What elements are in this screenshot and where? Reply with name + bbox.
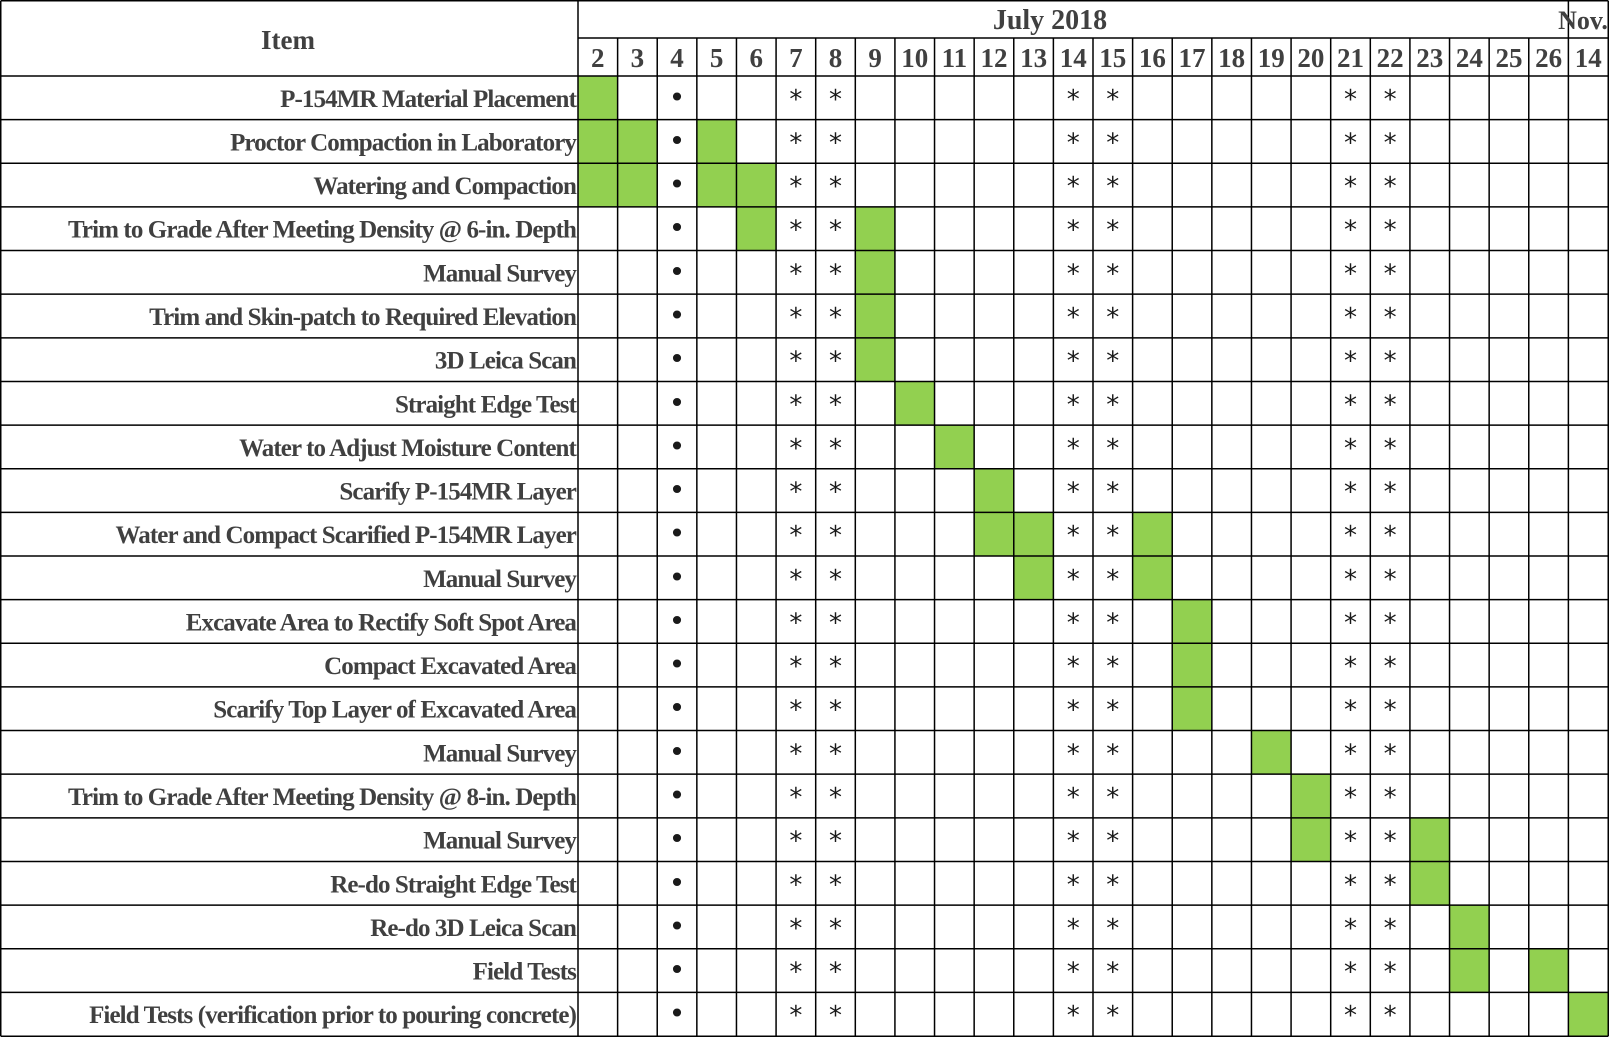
day-label: 26 xyxy=(1535,43,1563,73)
task-bar xyxy=(1014,556,1054,600)
task-bar xyxy=(974,512,1014,556)
weekend-star: * xyxy=(1344,957,1357,988)
weekend-star: * xyxy=(789,128,803,159)
task-bar xyxy=(1410,818,1450,862)
task-bar xyxy=(855,338,895,382)
weekend-star: * xyxy=(1106,957,1120,988)
task-label: Trim to Grade After Meeting Density @ 8-in. Depth xyxy=(68,784,576,811)
weekend-star: * xyxy=(789,215,803,246)
task-label: Scarify Top Layer of Excavated Area xyxy=(213,696,576,724)
weekend-star: * xyxy=(829,739,842,770)
holiday-dot: • xyxy=(668,211,686,245)
weekend-star: * xyxy=(1106,695,1120,726)
holiday-dot: • xyxy=(668,604,686,638)
task-bar xyxy=(1251,731,1291,775)
day-label: 10 xyxy=(901,43,929,73)
weekend-star: * xyxy=(1066,1001,1080,1032)
weekend-star: * xyxy=(1106,783,1120,813)
weekend-star: * xyxy=(789,913,803,944)
weekend-star: * xyxy=(1106,826,1120,857)
weekend-star: * xyxy=(1383,783,1397,813)
weekend-star: * xyxy=(1066,652,1080,683)
task-bar xyxy=(1291,818,1331,862)
weekend-star: * xyxy=(1066,390,1080,421)
task-label: Proctor Compaction in Laboratory xyxy=(230,129,576,157)
task-bar xyxy=(855,251,895,295)
weekend-star: * xyxy=(1066,957,1080,988)
task-label: Manual Survey xyxy=(423,827,576,855)
weekend-star: * xyxy=(1344,259,1357,290)
day-label: 15 xyxy=(1099,43,1127,73)
weekend-star: * xyxy=(1383,521,1397,552)
holiday-dot: • xyxy=(668,735,686,769)
weekend-star: * xyxy=(1066,477,1080,508)
task-bar xyxy=(974,469,1014,513)
weekend-star: * xyxy=(1066,346,1080,377)
weekend-star: * xyxy=(789,477,803,508)
weekend-star: * xyxy=(1066,826,1080,857)
weekend-star: * xyxy=(829,84,842,115)
weekend-star: * xyxy=(1106,433,1120,464)
weekend-star: * xyxy=(1066,608,1080,639)
task-bar xyxy=(697,163,737,207)
weekend-star: * xyxy=(1106,521,1120,552)
task-bar xyxy=(855,207,895,251)
weekend-star: * xyxy=(789,521,803,552)
weekend-star: * xyxy=(789,608,803,639)
holiday-dot: • xyxy=(668,255,686,289)
day-label: 14 xyxy=(1059,43,1087,73)
weekend-star: * xyxy=(829,695,842,726)
month-header: July 2018 xyxy=(992,5,1108,36)
day-label: 19 xyxy=(1257,43,1285,73)
holiday-dot: • xyxy=(668,691,686,725)
task-bar xyxy=(895,381,935,425)
weekend-star: * xyxy=(1383,215,1397,246)
holiday-dot: • xyxy=(668,429,686,463)
weekend-star: * xyxy=(1344,1001,1357,1032)
task-label: Trim and Skin-patch to Required Elevation xyxy=(149,304,576,331)
weekend-star: * xyxy=(1383,346,1397,377)
task-bar xyxy=(736,163,776,207)
day-label: 7 xyxy=(789,43,803,73)
holiday-dot: • xyxy=(668,648,686,682)
weekend-star: * xyxy=(1383,695,1397,726)
day-label: 17 xyxy=(1178,43,1206,73)
weekend-star: * xyxy=(1383,1001,1397,1032)
weekend-star: * xyxy=(1344,783,1357,813)
task-label: P-154MR Material Placement xyxy=(280,85,576,113)
weekend-star: * xyxy=(1066,303,1080,333)
weekend-star: * xyxy=(1344,303,1357,333)
weekend-star: * xyxy=(789,870,803,901)
weekend-star: * xyxy=(1344,521,1357,552)
weekend-star: * xyxy=(1383,870,1397,901)
task-label: Scarify P-154MR Layer xyxy=(339,478,576,506)
task-labels xyxy=(68,86,578,1029)
weekend-star: * xyxy=(1106,1001,1120,1032)
day-label: 13 xyxy=(1020,43,1048,73)
weekend-star: * xyxy=(1106,913,1120,944)
holiday-dot: • xyxy=(668,124,686,158)
holiday-dot: • xyxy=(668,560,686,594)
weekend-star: * xyxy=(1106,390,1120,421)
weekend-star: * xyxy=(1344,695,1357,726)
weekend-star: * xyxy=(789,433,803,464)
day-label: 8 xyxy=(828,43,843,73)
weekend-star: * xyxy=(829,826,842,857)
weekend-star: * xyxy=(1344,913,1357,944)
task-bar xyxy=(1568,992,1608,1036)
weekend-star: * xyxy=(1066,870,1080,901)
weekend-star: * xyxy=(829,913,842,944)
day-label: 14 xyxy=(1574,43,1602,73)
day-label: 6 xyxy=(749,43,764,73)
holiday-dot: • xyxy=(668,168,686,202)
task-bar xyxy=(1410,861,1450,905)
weekend-star: * xyxy=(1344,215,1357,246)
weekend-star: * xyxy=(1106,739,1120,770)
weekend-star: * xyxy=(1344,346,1357,377)
task-bar xyxy=(618,120,658,164)
task-bar xyxy=(1450,905,1490,949)
task-label: Compact Excavated Area xyxy=(324,653,576,681)
weekend-star: * xyxy=(1383,84,1397,115)
weekend-star: * xyxy=(1383,259,1397,290)
weekend-star: * xyxy=(1106,303,1120,333)
day-label: 23 xyxy=(1416,43,1444,73)
weekend-star: * xyxy=(789,564,803,595)
task-bar xyxy=(855,294,895,338)
day-label: 12 xyxy=(980,43,1008,73)
weekend-star: * xyxy=(1383,128,1397,159)
task-bar xyxy=(697,120,737,164)
weekend-star: * xyxy=(1383,390,1397,421)
task-bar xyxy=(1133,512,1173,556)
weekend-star: * xyxy=(1066,783,1080,813)
weekend-star: * xyxy=(1383,433,1397,464)
day-label: 5 xyxy=(709,43,724,73)
weekend-star: * xyxy=(1383,564,1397,595)
weekend-star: * xyxy=(829,783,842,813)
task-bar xyxy=(736,207,776,251)
weekend-star: * xyxy=(1106,215,1120,246)
weekend-star: * xyxy=(1066,84,1080,115)
weekend-star: * xyxy=(1106,128,1120,159)
weekend-star: * xyxy=(829,433,842,464)
weekend-star: * xyxy=(1066,695,1080,726)
weekend-star: * xyxy=(1344,84,1357,115)
weekend-star: * xyxy=(789,172,803,203)
weekend-star: * xyxy=(1383,477,1397,508)
task-label: Straight Edge Test xyxy=(394,391,576,419)
day-label: 24 xyxy=(1455,43,1483,73)
weekend-star: * xyxy=(1344,652,1357,683)
task-bar xyxy=(935,425,975,469)
task-bar xyxy=(578,76,618,120)
weekend-star: * xyxy=(789,84,803,115)
weekend-star: * xyxy=(1106,652,1120,683)
weekend-star: * xyxy=(1066,433,1080,464)
task-label: Re-do 3D Leica Scan xyxy=(370,914,576,942)
weekend-star: * xyxy=(1344,870,1357,901)
weekend-star: * xyxy=(1106,564,1120,595)
weekend-star: * xyxy=(1066,521,1080,552)
task-label: Re-do Straight Edge Test xyxy=(330,871,576,899)
weekend-star: * xyxy=(789,783,803,813)
weekend-star: * xyxy=(1066,739,1080,770)
task-label: Excavate Area to Rectify Soft Spot Area xyxy=(185,609,576,637)
weekend-star: * xyxy=(829,1001,842,1032)
weekend-star: * xyxy=(789,652,803,683)
task-label: Watering and Compaction xyxy=(313,173,576,201)
weekend-star: * xyxy=(1344,739,1357,770)
weekend-star: * xyxy=(1344,564,1357,595)
holiday-dot: • xyxy=(668,80,686,114)
weekend-star: * xyxy=(1344,128,1357,159)
day-label: 16 xyxy=(1138,43,1166,73)
weekend-star: * xyxy=(1344,390,1357,421)
holiday-dot: • xyxy=(668,386,686,420)
weekend-star: * xyxy=(1344,608,1357,639)
day-label: 22 xyxy=(1376,43,1404,73)
day-label: 11 xyxy=(941,43,968,73)
day-label: 9 xyxy=(868,43,882,73)
weekend-star: * xyxy=(1106,608,1120,639)
day-label: 25 xyxy=(1495,43,1523,73)
weekend-star: * xyxy=(829,521,842,552)
weekend-star: * xyxy=(1383,608,1397,639)
holiday-dot: • xyxy=(668,909,686,943)
weekend-star: * xyxy=(1344,477,1357,508)
task-bar xyxy=(1014,512,1054,556)
weekend-star: * xyxy=(829,390,842,421)
weekend-star: * xyxy=(829,303,842,333)
weekend-star: * xyxy=(829,652,842,683)
weekend-star: * xyxy=(1106,172,1120,203)
weekend-star: * xyxy=(1106,84,1120,115)
holiday-dot: • xyxy=(668,473,686,507)
day-label: 4 xyxy=(670,43,684,73)
task-bar xyxy=(578,163,618,207)
task-bar xyxy=(618,163,658,207)
weekend-star: * xyxy=(1106,259,1120,290)
weekend-star: * xyxy=(1066,259,1080,290)
holiday-dot: • xyxy=(668,779,686,812)
weekend-star: * xyxy=(829,870,842,901)
weekend-star: * xyxy=(1344,433,1357,464)
weekend-star: * xyxy=(789,695,803,726)
holiday-dot: • xyxy=(668,517,686,551)
task-label: Trim to Grade After Meeting Density @ 6-in. Depth xyxy=(68,216,576,244)
task-bar xyxy=(578,120,618,164)
task-label: Water and Compact Scarified P-154MR Layer xyxy=(115,522,576,550)
weekend-star: * xyxy=(1106,477,1120,508)
weekend-star: * xyxy=(789,259,803,290)
task-label: 3D Leica Scan xyxy=(434,347,576,375)
weekend-star: * xyxy=(1066,913,1080,944)
weekend-star: * xyxy=(829,215,842,246)
task-label: Water to Adjust Moisture Content xyxy=(239,434,576,462)
task-label: Manual Survey xyxy=(423,260,576,288)
day-label: 20 xyxy=(1297,43,1325,73)
task-label: Field Tests (verification prior to pouring concrete) xyxy=(89,1002,576,1030)
weekend-star: * xyxy=(1066,172,1080,203)
weekend-star: * xyxy=(1106,870,1120,901)
weekend-star: * xyxy=(1383,303,1397,333)
weekend-star: * xyxy=(829,957,842,988)
weekend-star: * xyxy=(829,477,842,508)
weekend-star: * xyxy=(829,346,842,377)
weekend-star: * xyxy=(1383,957,1397,988)
weekend-star: * xyxy=(829,608,842,639)
task-bar xyxy=(1172,600,1212,644)
task-bar xyxy=(1450,949,1490,993)
weekend-star: * xyxy=(1383,652,1397,683)
day-label: 21 xyxy=(1337,43,1364,73)
weekend-star: * xyxy=(789,957,803,988)
weekend-star: * xyxy=(829,564,842,595)
nov-month-header: Nov. xyxy=(1558,6,1608,35)
holiday-dot: • xyxy=(668,299,686,332)
weekend-star: * xyxy=(789,390,803,421)
weekend-star: * xyxy=(789,826,803,857)
weekend-star: * xyxy=(1066,564,1080,595)
weekend-star: * xyxy=(1344,172,1357,203)
weekend-star: * xyxy=(1383,826,1397,857)
weekend-star: * xyxy=(789,303,803,333)
holiday-dot: • xyxy=(668,342,686,376)
task-bar xyxy=(1133,556,1173,600)
weekend-star: * xyxy=(789,346,803,377)
weekend-star: * xyxy=(789,739,803,770)
task-label: Field Tests xyxy=(472,958,576,986)
weekend-star: * xyxy=(1106,346,1120,377)
weekend-star: * xyxy=(1383,172,1397,203)
holiday-dot: • xyxy=(668,866,686,900)
task-bar xyxy=(1172,643,1212,687)
weekend-star: * xyxy=(789,1001,803,1032)
task-bar xyxy=(1172,687,1212,731)
weekend-star: * xyxy=(829,128,842,159)
day-label: 3 xyxy=(630,43,645,73)
weekend-star: * xyxy=(1066,215,1080,246)
weekend-star: * xyxy=(1066,128,1080,159)
weekend-star: * xyxy=(1383,739,1397,770)
holiday-dot: • xyxy=(668,822,686,856)
task-label: Manual Survey xyxy=(423,740,576,768)
weekend-star: * xyxy=(1383,913,1397,944)
task-bar xyxy=(1529,949,1569,993)
task-bar xyxy=(1291,774,1331,818)
weekend-star: * xyxy=(829,172,842,203)
item-column-header: Item xyxy=(261,25,315,55)
day-label: 18 xyxy=(1218,43,1246,73)
weekend-star: * xyxy=(1344,826,1357,857)
task-label: Manual Survey xyxy=(423,565,576,593)
holiday-dot: • xyxy=(668,997,686,1031)
day-label: 2 xyxy=(591,43,605,73)
weekend-star: * xyxy=(829,259,842,290)
holiday-dot: • xyxy=(668,953,686,987)
